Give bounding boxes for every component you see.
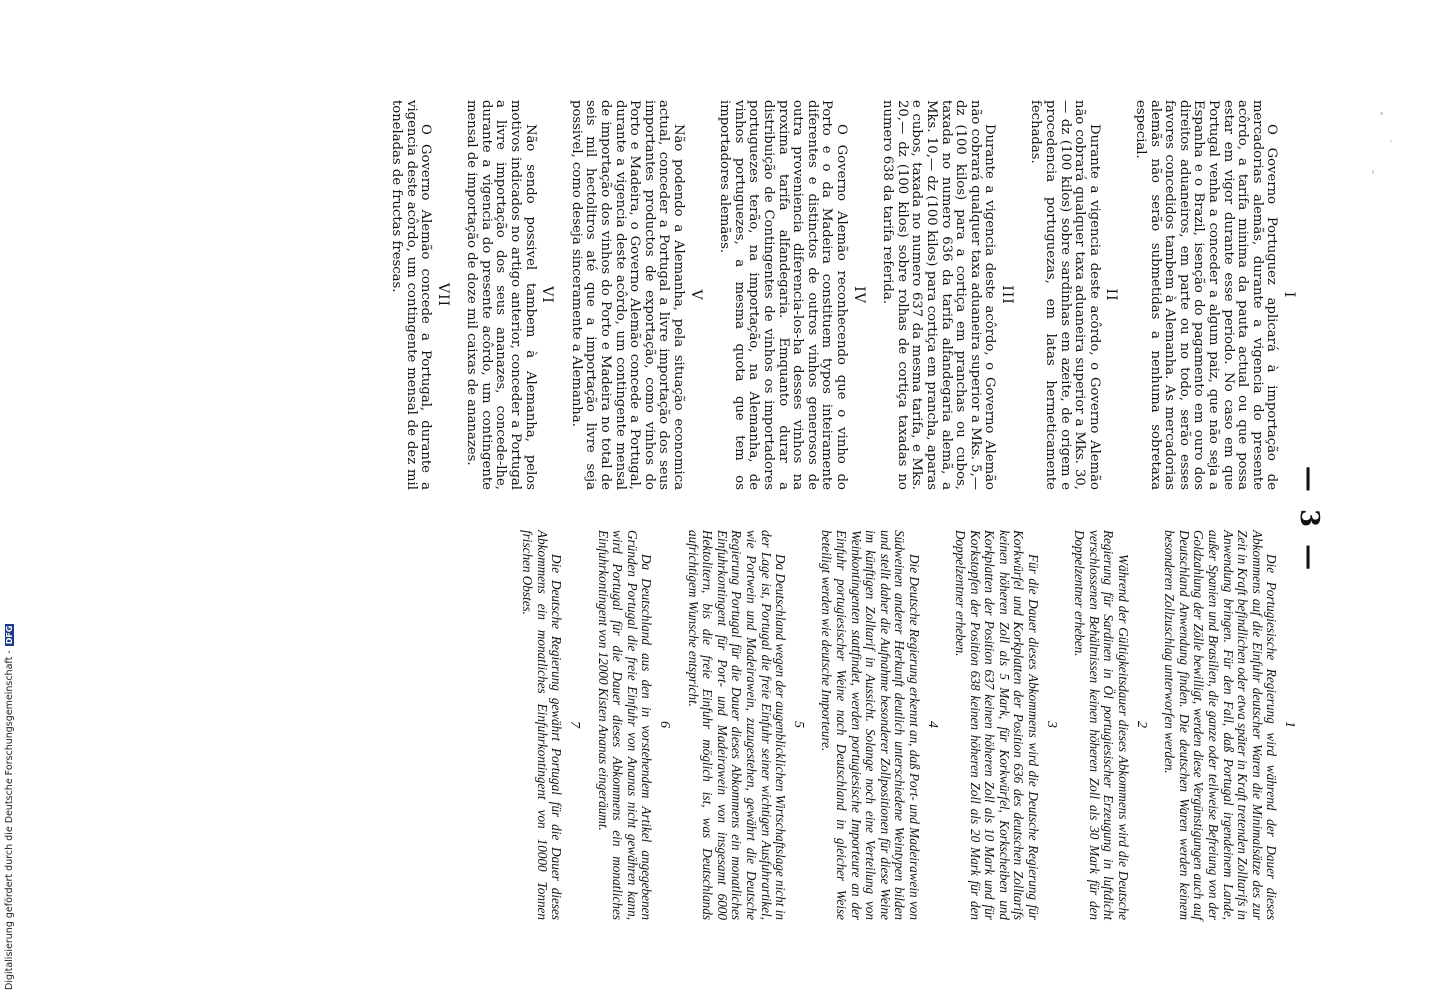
article-de-5 (685, 530, 805, 920)
article-pt-4 (717, 100, 866, 490)
article-text: Die Deutsche Regierung gewährt Portugal für die Dauer dieses Abkommens ein monatliches Einfuhrkontingent von 10000 Tonnen frischen Obstes. (520, 530, 565, 920)
scan-speck (1380, 112, 1383, 115)
article-pt-5 (568, 100, 702, 490)
article-heading: VI (539, 286, 556, 304)
digitization-footer (4, 590, 15, 990)
article-de-6 (595, 530, 671, 920)
article-pt-1 (1132, 100, 1296, 490)
article-text: O Governo Portuguez aplicará à importação de mercadorias alemãs, durante a vigencia do presente acôrdo, a tarifa minima da pauta actual ou que possa estar em vigor durante esse periodo. No caso em que Portugal venha a conceder a algum paiz, que não seja a Espanha e o Brazil, isenção do pagamento em ouro dos direitos aduaneiros, em parte ou no todo, serão esses favores concedidos tambem à Alemanha. As mercadorias alemãs não serão submetidas a nenhuma sobretaxa especial. (1133, 100, 1280, 490)
article-de-3 (953, 530, 1058, 920)
article-heading: IV (850, 286, 867, 304)
article-pt-6 (464, 100, 555, 490)
article-heading: II (1103, 288, 1120, 302)
article-heading: VII (434, 282, 451, 308)
article-text: Da Deutschland aus den in vorstehendem Artikel angegebenen Gründen Portugal die freie Einfuhr von Ananas nicht gewähren kann, wird Portugal für die Dauer dieses Abkommens ein monatliches Einfuhrkontingent von 12000 Kisten Ananas eingeräumt. (595, 530, 655, 920)
article-heading: V (687, 289, 704, 301)
article-de-1 (1162, 530, 1296, 920)
article-text: O Governo Alemão reconhecendo que o vinho do Porto e o da Madeira constituem typos inteiramente diferentes e distinctos de outros vinhos generosos de outra proveniencia diferencia-los-ha desses vinhos na proxima tarifa alfandegaria. Emquanto durar a distribuição de Contingentes de vinhos os importadores portuguezes terão, na importação, na Alemanha, de vinhos portuguezes, a mesma quota que tem os importadores alemães. (717, 100, 849, 490)
page-number: — 3 — (1294, 465, 1324, 575)
article-heading: 3 (1043, 721, 1059, 729)
article-heading: 4 (924, 721, 940, 729)
german-column (506, 530, 1296, 920)
article-pt-2 (1028, 100, 1119, 490)
article-heading: 6 (657, 721, 673, 729)
article-de-2 (1072, 530, 1148, 920)
article-heading: 7 (567, 721, 583, 729)
article-text: Während der Gültigkeitsdauer dieses Abkommens wird die Deutsche Regierung für Sardinen in Öl portugiesischer Erzeugung in luftdicht verschlossenen Behältnissen keinen höheren Zoll als 30 Mark für den Doppelzentner erheben. (1072, 530, 1132, 920)
article-pt-7 (388, 100, 449, 490)
article-de-4 (819, 530, 939, 920)
article-heading: 2 (1133, 721, 1149, 729)
article-heading: 1 (1282, 721, 1297, 729)
article-heading: 5 (790, 721, 806, 729)
scan-speck (1390, 140, 1392, 142)
article-text: Die Deutsche Regierung erkennt an, daß Port- und Madeirawein von Südweinen anderer Herkunft deutlich unterschiedene Weintypen bilden und stellt daher die Aufnahme besonderer Zollpositionen für diese Weine im künftigen Zolltarif in Aussicht. Solange noch eine Verteilung von Weinkontingenten stattfindet, werden portugiesische Importeure an der Einfuhr portugiesischer Weine nach Deutschland in gleicher Weise beteiligt werden wie deutsche Importeure. (819, 530, 922, 920)
article-text: O Governo Alemão concede a Portugal, durante a vigencia deste acôrdo, um contingente mensal de dez mil toneladas de fructas frescas. (388, 100, 434, 490)
document-page (90, 100, 1330, 940)
scan-speck (1372, 170, 1374, 174)
article-text: Durante a vigencia deste acôrdo, o Governo Alemão não cobrará qualquer taxa aduaneira superior a Mks. 5,— dz (100 kilos) para a cortiça em pranchas ou cubos, taxada no numero 636 da tarifa alfandegaria alemã, a Mks. 10,— dz (100 kilos) para cortiça em prancha, aparas e cubos, taxada no numero 637 da mesma tarifa, e Mks. 20,— dz (100 kilos) sobre rolhas de cortiça taxadas no numero 638 da tarifa referida. (880, 100, 998, 490)
portuguese-column (374, 100, 1296, 490)
article-text: Não podendo a Alemanha, pela situação economica actual, conceder a Portugal a livre importação dos seus importantes productos de exportação, como vinhos do Porto e Madeira, o Governo Alemão concede a Portugal, durante a vigencia deste acôrdo, um contingente mensal de importação dos vinhos do Porto e Madeira no total de seis mil hectolitros até que a importação livre seja possivel, como deseja sinceramente a Alemanha. (568, 100, 687, 490)
article-text: Da Deutschland wegen der augenblicklichen Wirtschaftslage nicht in der Lage ist, Portugal die freie Einfuhr seiner wichtigen Ausfuhrartikel, wie Portwein und Madeirawein, zuzugestehen, gewährt die Deutsche Regierung Portugal für die Dauer dieses Abkommens ein monatliches Einfuhrkontingent für Port- und Madeirawein von insgesamt 6000 Hektolitern, bis die freie Einfuhr möglich ist, was Deutschlands aufrichtigem Wunsche entspricht. (685, 530, 789, 920)
article-text: Durante a vigencia deste acôrdo, o Governo Alemão não cobrará qualquer taxa aduaneira superior a Mks. 30,— dz (100 kilos) sobre sardinhas em azeite, de origem e procedencia portuguezas, em latas hermeticamente fechadas. (1028, 100, 1102, 490)
footer-text: Digitalisierung gefördert durch die Deutsche Forschungsgemeinschaft - (4, 650, 15, 990)
article-text: Não sendo possivel tambem à Alemanha, pelos motivos indicados no artigo anterior, conceder a Portugal a livre importação dos seus ananazes, concede-lhe, durante a vigencia do presente acôrdo, um contingente mensal de importação de doze mil caixas de ananazes. (464, 100, 538, 490)
article-text: Die Portugiesische Regierung wird während der Dauer dieses Abkommens auf die Einfuhr deutscher Waren die Minimalsätze des zur Zeit in Kraft befindlichen oder etwa später in Kraft tretenden Zolltarifs in Anwendung bringen. Für den Fall, daß Portugal irgendeinem Lande, außer Spanien und Brasilien, die ganze oder teilweise Befreiung von der Goldzahlung der Zölle bewilligt, werden diese Vergünstigungen auch auf Deutschland Anwendung finden. Die deutschen Waren werden keinem besonderen Zollzuschlag unterworfen werden. (1162, 530, 1280, 920)
article-de-7 (520, 530, 581, 920)
dfg-logo: DFG (5, 625, 14, 645)
article-heading: I (1281, 291, 1297, 299)
article-pt-3 (880, 100, 1014, 490)
article-heading: III (998, 285, 1015, 305)
article-text: Für die Dauer dieses Abkommens wird die Deutsche Regierung für Korkwürfel und Korkplatten der Position 636 des deutschen Zolltarifs keinen höheren Zoll als 5 Mark, für Korkwürfel, Korkscheiben und Korkplatten der Position 637 keinen höheren Zoll als 10 Mark und für Korkstopfen der Position 638 keinen höheren Zoll als 20 Mark für den Doppelzentner erheben. (953, 530, 1042, 920)
